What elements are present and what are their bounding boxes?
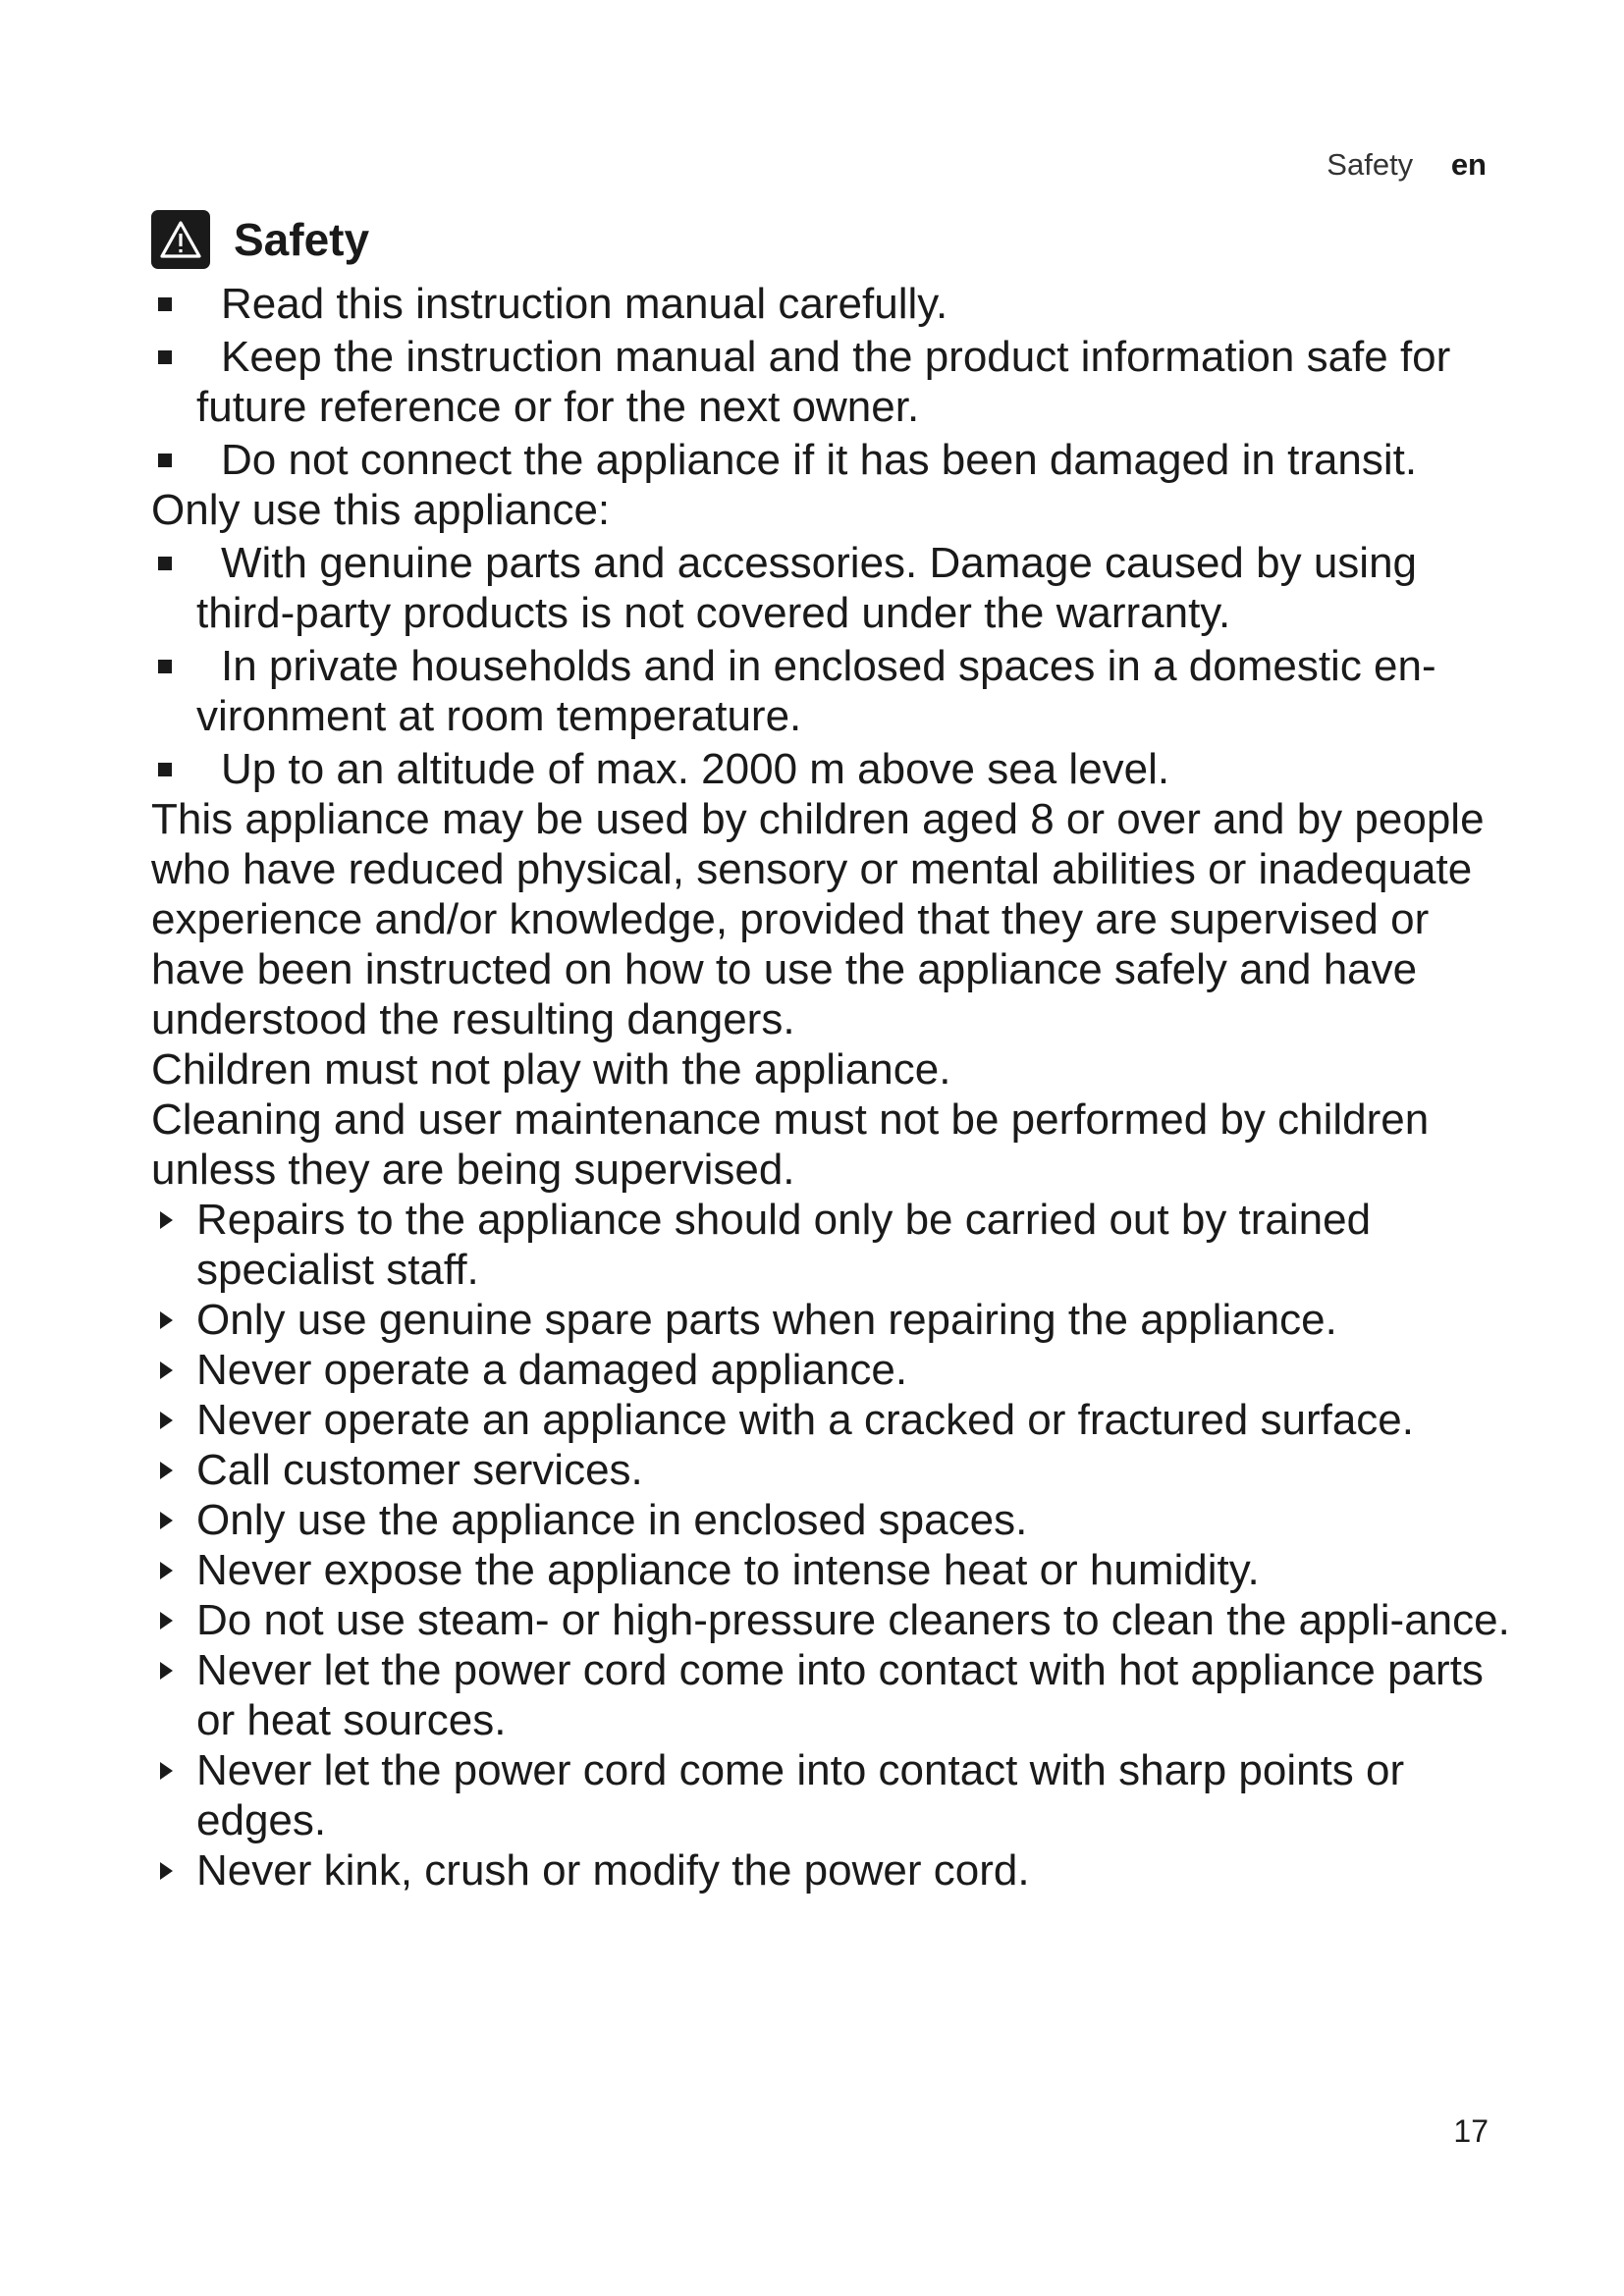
item-text: In private households and in enclosed spaces in a domestic en-vironment at room temperature. — [196, 642, 1436, 740]
page-number: 17 — [1453, 2113, 1489, 2149]
item-text: Do not use steam- or high-pressure cleaners to clean the appli-ance. — [196, 1596, 1510, 1644]
arrow-bullet-icon — [160, 1512, 173, 1529]
square-bullet-icon — [158, 557, 172, 570]
item-text: Children must not play with the appliance. — [151, 1045, 951, 1094]
arrow-bullet-icon — [160, 1362, 173, 1379]
square-bullet-icon — [158, 350, 172, 364]
list-item — [151, 538, 1526, 638]
arrow-bullet-icon — [160, 1211, 173, 1229]
item-text: Keep the instruction manual and the product information safe for future reference or for the next owner. — [196, 333, 1451, 431]
arrow-bullet-icon — [160, 1311, 173, 1329]
item-text: This appliance may be used by children aged 8 or over and by people who have reduced physical, sensory or mental abilities or inadequate experience and/or knowledge, provided that they are supervised or have been instructed on how to use the appliance safely and have understood the resulting dangers. — [151, 795, 1485, 1043]
safety-content — [151, 279, 1526, 1896]
square-bullet-icon — [158, 763, 172, 776]
list-item — [151, 1745, 1526, 1845]
list-item — [151, 1495, 1526, 1545]
arrow-bullet-icon — [160, 1462, 173, 1479]
arrow-bullet-icon — [160, 1612, 173, 1629]
list-item — [151, 1595, 1526, 1645]
list-item — [151, 641, 1526, 741]
item-text: Only use the appliance in enclosed spaces. — [196, 1496, 1028, 1544]
item-text: Never operate an appliance with a cracked or fractured surface. — [196, 1396, 1414, 1444]
list-item — [151, 279, 1526, 329]
warning-triangle-icon — [151, 210, 210, 269]
arrow-bullet-icon — [160, 1412, 173, 1429]
paragraph — [151, 1095, 1526, 1195]
square-bullet-icon — [158, 454, 172, 467]
header-language-code: en — [1450, 147, 1487, 182]
list-item — [151, 1445, 1526, 1495]
item-text: Cleaning and user maintenance must not be performed by children unless they are being supervised. — [151, 1095, 1430, 1194]
square-bullet-icon — [158, 660, 172, 673]
paragraph — [151, 794, 1526, 1044]
arrow-bullet-icon — [160, 1862, 173, 1880]
arrow-bullet-icon — [160, 1662, 173, 1680]
arrow-bullet-icon — [160, 1562, 173, 1579]
item-text: Never let the power cord come into contact with sharp points or edges. — [196, 1746, 1405, 1844]
list-item — [151, 1645, 1526, 1745]
item-text: With genuine parts and accessories. Damage caused by using third-party products is not covered under the warranty. — [196, 539, 1418, 637]
list-item — [151, 1295, 1526, 1345]
section-heading — [151, 210, 369, 269]
arrow-bullet-icon — [160, 1762, 173, 1780]
list-item — [151, 1195, 1526, 1295]
item-text: Up to an altitude of max. 2000 m above sea level. — [221, 745, 1170, 793]
list-item — [151, 435, 1526, 485]
item-text: Never let the power cord come into contact with hot appliance parts or heat sources. — [196, 1646, 1484, 1744]
item-text: Only use genuine spare parts when repairing the appliance. — [196, 1296, 1337, 1344]
header-section-title: Safety — [1326, 147, 1414, 182]
item-text: Do not connect the appliance if it has been damaged in transit. — [221, 436, 1418, 484]
item-text: Never expose the appliance to intense heat or humidity. — [196, 1546, 1260, 1594]
item-text: Never operate a damaged appliance. — [196, 1346, 908, 1394]
paragraph — [151, 485, 1526, 535]
running-header — [1326, 147, 1487, 183]
item-text: Call customer services. — [196, 1446, 643, 1494]
list-item — [151, 1845, 1526, 1896]
paragraph — [151, 1044, 1526, 1095]
list-item — [151, 332, 1526, 432]
list-item — [151, 1545, 1526, 1595]
item-text: Read this instruction manual carefully. — [221, 280, 948, 328]
item-text: Repairs to the appliance should only be carried out by trained specialist staff. — [196, 1196, 1372, 1294]
page-title: Safety — [234, 214, 370, 265]
list-item — [151, 1345, 1526, 1395]
list-item — [151, 744, 1526, 794]
list-item — [151, 1395, 1526, 1445]
square-bullet-icon — [158, 297, 172, 311]
item-text: Only use this appliance: — [151, 486, 611, 534]
item-text: Never kink, crush or modify the power cord. — [196, 1846, 1030, 1895]
